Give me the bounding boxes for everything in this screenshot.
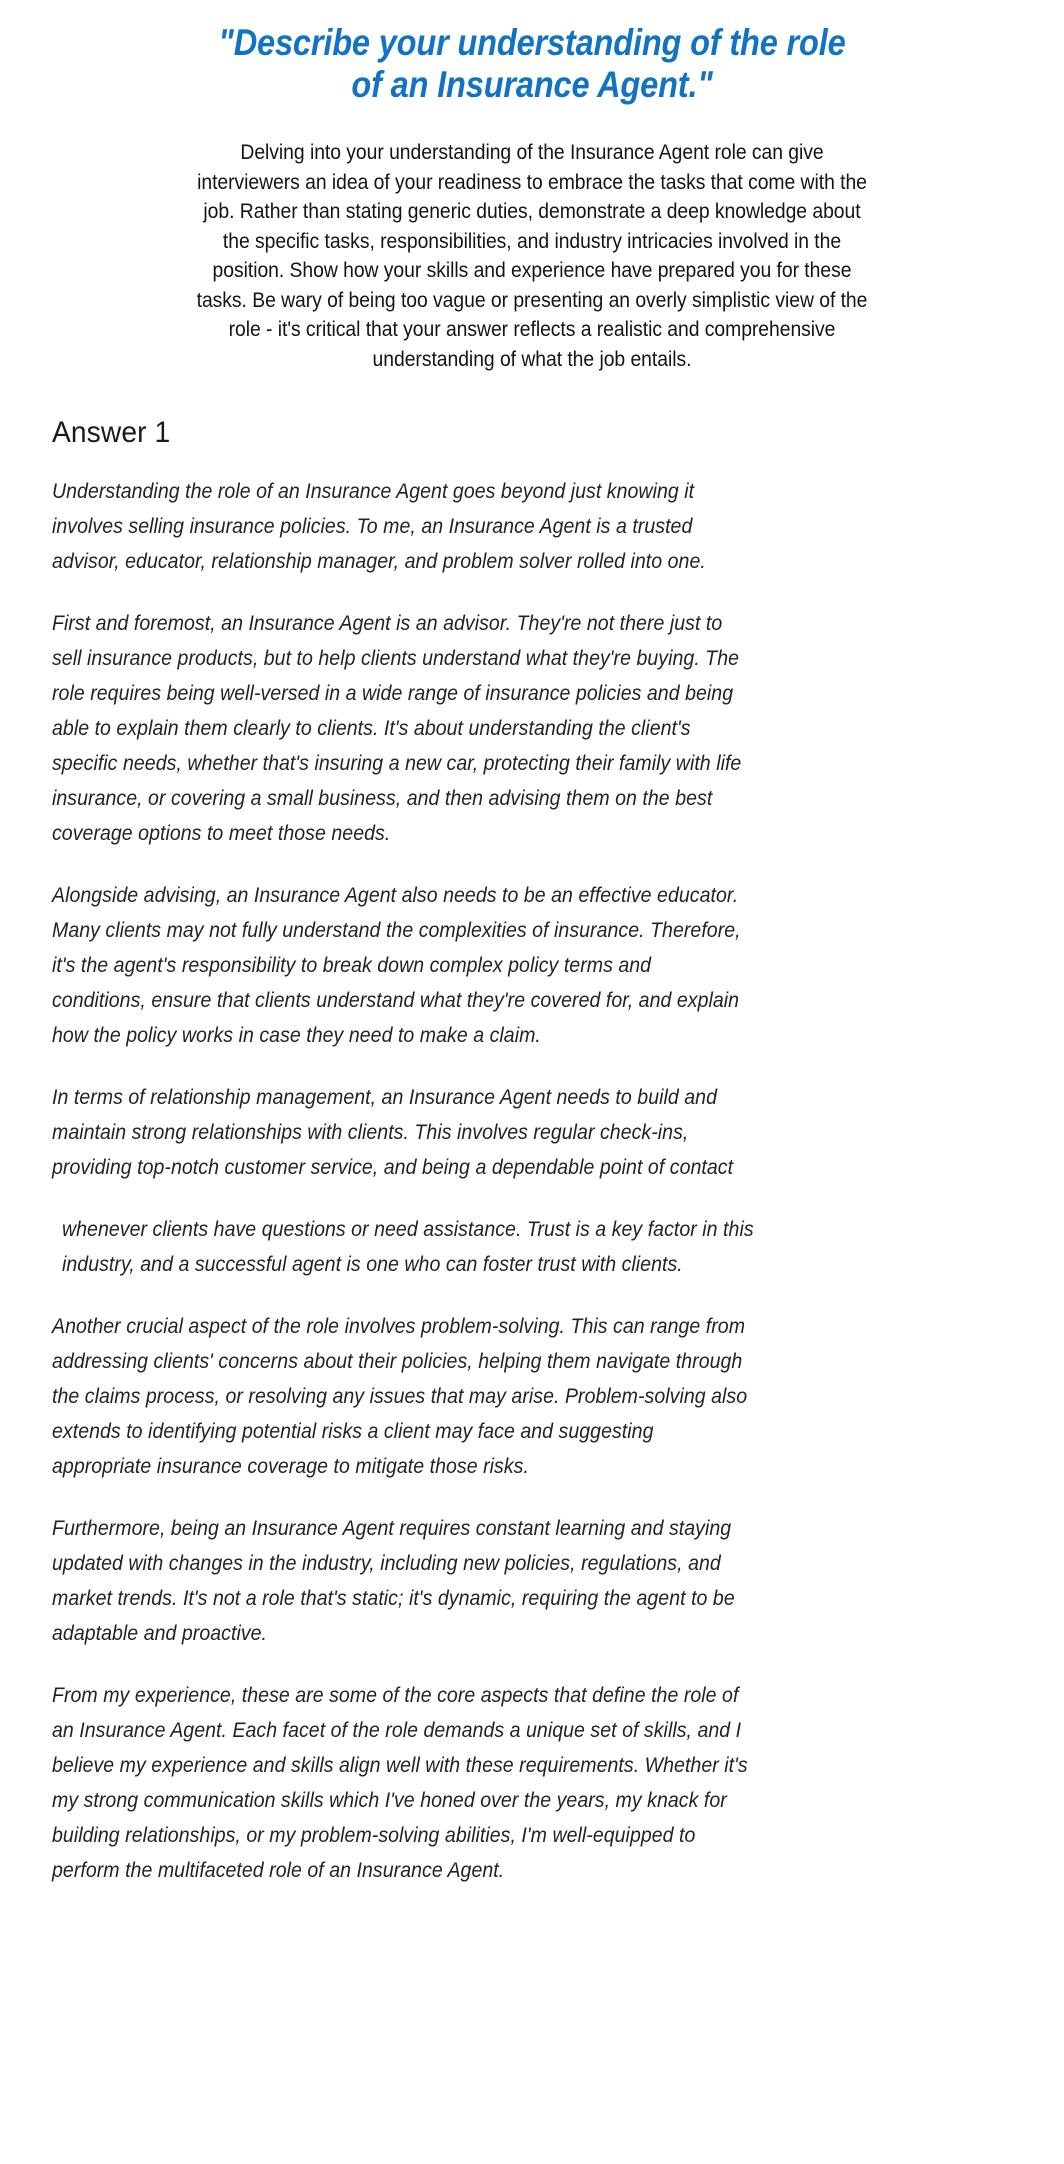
answer-paragraph (52, 1080, 982, 1185)
answer-paragraph-line: First and foremost, an Insurance Agent is an advisor. They're not there just to (52, 612, 723, 635)
page-title-line-2: of an Insurance Agent." (351, 64, 713, 105)
answer-heading-row (0, 374, 1064, 450)
intro-line: role - it's critical that your answer reflects a realistic and comprehensive (228, 317, 836, 341)
answer-paragraph-line: the claims process, or resolving any issues that may arise. Problem-solving also (52, 1385, 748, 1408)
answer-paragraph-line: coverage options to meet those needs. (52, 822, 391, 845)
answer-paragraph-line: adaptable and proactive. (52, 1622, 268, 1645)
page-title-line-1: "Describe your understanding of the role (218, 22, 846, 63)
answer-heading: Answer 1 (52, 416, 171, 449)
intro-line: Delving into your understanding of the Insurance Agent role can give (240, 140, 824, 164)
answer-paragraph (62, 1212, 982, 1282)
answer-paragraph (52, 606, 982, 851)
answer-paragraph-line: my strong communication skills which I've honed over the years, my knack for (52, 1789, 727, 1812)
answer-paragraph-line: whenever clients have questions or need assistance. Trust is a key factor in this (62, 1218, 754, 1241)
answer-paragraph-line: advisor, educator, relationship manager, and problem solver rolled into one. (52, 550, 706, 573)
answer-paragraph-line: From my experience, these are some of the core aspects that define the role of (52, 1684, 739, 1707)
answer-paragraph-line: specific needs, whether that's insuring a new car, protecting their family with life (52, 752, 742, 775)
answer-paragraph-line: role requires being well-versed in a wide range of insurance policies and being (52, 682, 734, 705)
intro-line: the specific tasks, responsibilities, and industry intricacies involved in the (222, 228, 842, 253)
answer-paragraph-line: appropriate insurance coverage to mitigate those risks. (52, 1455, 529, 1478)
answer-paragraph (52, 878, 982, 1053)
page-title (0, 0, 1064, 106)
answer-paragraph-line: Alongside advising, an Insurance Agent also needs to be an effective educator. (52, 884, 739, 907)
answer-paragraph-line: Many clients may not fully understand the complexities of insurance. Therefore, (52, 919, 741, 942)
answer-paragraph-line: it's the agent's responsibility to break down complex policy terms and (52, 954, 652, 977)
answer-body (52, 474, 982, 1888)
answer-paragraph-line: how the policy works in case they need to make a claim. (52, 1024, 541, 1047)
answer-paragraph-line: market trends. It's not a role that's static; it's dynamic, requiring the agent to be (52, 1587, 735, 1610)
answer-paragraph-line: sell insurance products, but to help clients understand what they're buying. The (52, 647, 740, 670)
answer-paragraph-line: industry, and a successful agent is one who can foster trust with clients. (62, 1253, 683, 1276)
answer-paragraph-line: insurance, or covering a small business, and then advising them on the best (52, 787, 713, 810)
intro-paragraph (94, 138, 970, 374)
answer-paragraph-line: Understanding the role of an Insurance Agent goes beyond just knowing it (52, 480, 695, 503)
answer-paragraph-line: In terms of relationship management, an Insurance Agent needs to build and (52, 1086, 717, 1109)
answer-paragraph-line: conditions, ensure that clients understand what they're covered for, and explain (52, 989, 740, 1012)
answer-paragraph (52, 1309, 982, 1484)
answer-paragraph-line: Furthermore, being an Insurance Agent requires constant learning and staying (52, 1517, 732, 1540)
answer-paragraph-line: believe my experience and skills align well with these requirements. Whether it's (52, 1754, 748, 1777)
answer-paragraph-line: Another crucial aspect of the role involves problem-solving. This can range from (52, 1315, 746, 1338)
answer-paragraph-line: updated with changes in the industry, including new policies, regulations, and (52, 1552, 721, 1575)
answer-paragraph (52, 1511, 982, 1651)
answer-paragraph-line: providing top-notch customer service, and being a dependable point of contact (52, 1156, 734, 1179)
answer-paragraph-line: perform the multifaceted role of an Insurance Agent. (52, 1859, 505, 1882)
intro-line: interviewers an idea of your readiness to embrace the tasks that come with the (197, 169, 867, 194)
intro-line: job. Rather than stating generic duties, demonstrate a deep knowledge about (203, 199, 861, 223)
answer-paragraph-line: extends to identifying potential risks a client may face and suggesting (52, 1420, 654, 1443)
intro-line: understanding of what the job entails. (372, 346, 692, 371)
answer-paragraph-line: building relationships, or my problem-solving abilities, I'm well-equipped to (52, 1824, 696, 1847)
answer-paragraph-line: maintain strong relationships with clients. This involves regular check-ins, (52, 1121, 689, 1144)
answer-paragraph (52, 1678, 982, 1888)
intro-line: position. Show how your skills and experience have prepared you for these (212, 258, 852, 282)
answer-paragraph-line: involves selling insurance policies. To me, an Insurance Agent is a trusted (52, 515, 693, 538)
answer-paragraph-line: addressing clients' concerns about their policies, helping them navigate through (52, 1350, 743, 1373)
intro-line: tasks. Be wary of being too vague or presenting an overly simplistic view of the (196, 287, 868, 312)
answer-paragraph-line: an Insurance Agent. Each facet of the role demands a unique set of skills, and I (52, 1719, 742, 1742)
answer-paragraph-line: able to explain them clearly to clients. It's about understanding the client's (52, 717, 691, 740)
answer-paragraph (52, 474, 982, 579)
